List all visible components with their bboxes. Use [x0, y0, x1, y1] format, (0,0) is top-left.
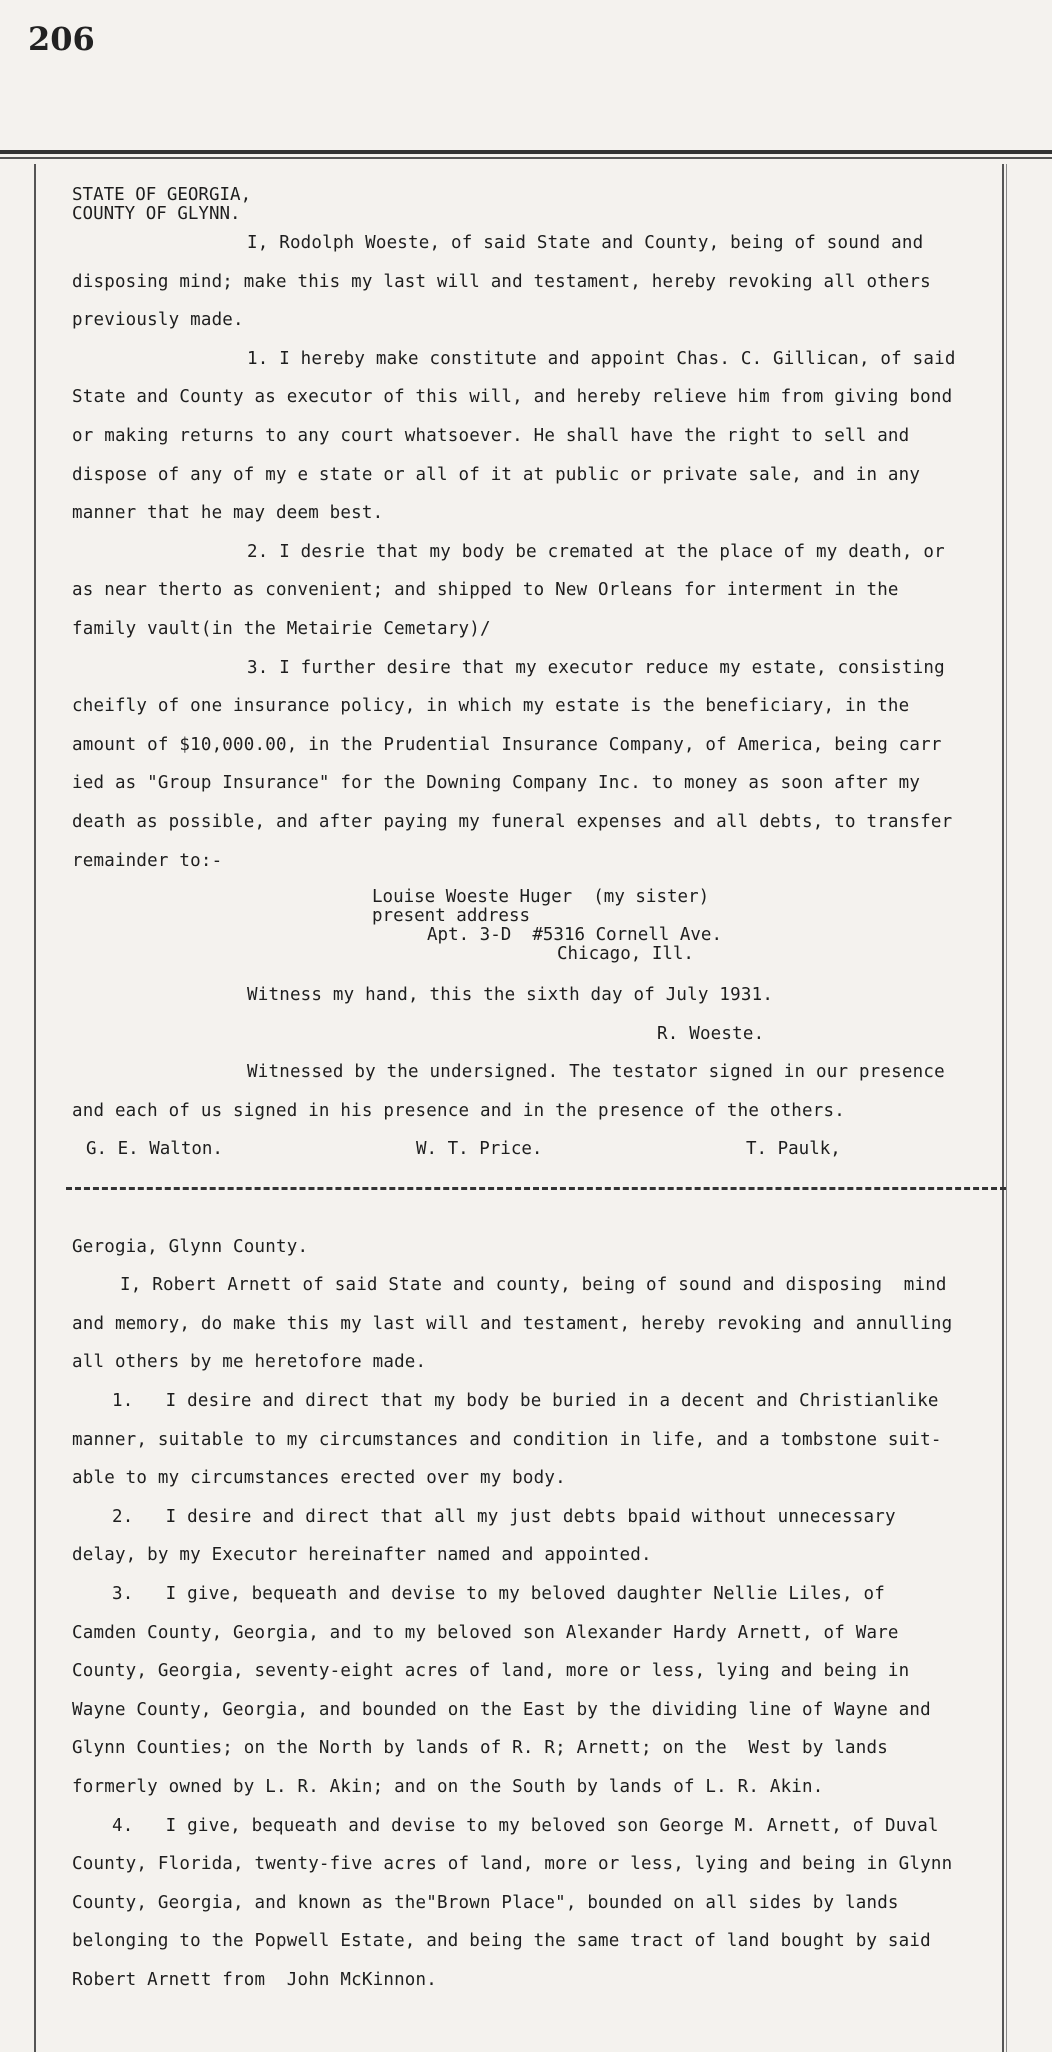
witness-name: T. Paulk,: [746, 1139, 841, 1160]
will2-line: delay, by my Executor hereinafter named and appointed.: [72, 1545, 652, 1566]
witness-name: G. E. Walton.: [86, 1139, 223, 1160]
will1-line: as near therto as convenient; and shipped to New Orleans for interment in the: [72, 580, 899, 601]
will1-witness-line: Witness my hand, this the sixth day of July 1931.: [247, 985, 774, 1006]
will1-line: 2. I desrie that my body be cremated at the place of my death, or: [247, 541, 945, 562]
will1-line: dispose of any of my e state or all of it at public or private sale, and in any: [72, 464, 921, 485]
top-rule: [0, 150, 1052, 159]
will2-line: formerly owned by L. R. Akin; and on the South by lands of L. R. Akin.: [72, 1776, 824, 1797]
will2-line: County, Florida, twenty-five acres of land, more or less, lying and being in Glynn: [72, 1854, 953, 1875]
will2-line: Glynn Counties; on the North by lands of R. R; Arnett; on the West by lands: [72, 1738, 888, 1759]
will2-line: 3. I give, bequeath and devise to my beloved daughter Nellie Liles, of: [112, 1584, 885, 1604]
will1-heading-county: COUNTY OF GLYNN.: [72, 204, 241, 224]
will2-line: County, Georgia, and known as the"Brown Place", bounded on all sides by lands: [72, 1892, 899, 1913]
beneficiary-street: Apt. 3-D #5316 Cornell Ave.: [427, 925, 723, 946]
will1-signature: R. Woeste.: [657, 1023, 765, 1044]
will1-heading-state: STATE OF GEORGIA,: [72, 185, 252, 205]
will2-line: 2. I desire and direct that all my just debts bpaid without unnecessary: [112, 1506, 896, 1527]
will2-line: all others by me heretofore made.: [72, 1352, 427, 1373]
beneficiary-name: Louise Woeste Huger (my sister): [372, 887, 710, 908]
will1-line: amount of $10,000.00, in the Prudential Insurance Company, of America, being carr: [72, 734, 942, 755]
will2-line: Wayne County, Georgia, and bounded on the East by the dividing line of Wayne and: [72, 1699, 931, 1720]
witness-signatures: [72, 1130, 1012, 1169]
will1-line: 3. I further desire that my executor reduce my estate, consisting: [247, 657, 945, 678]
page-number: 206: [28, 20, 95, 58]
beneficiary-address-label: present address: [372, 906, 531, 927]
will1-line: ied as "Group Insurance" for the Downing Company Inc. to money as soon after my: [72, 773, 921, 794]
will2-line: belonging to the Popwell Estate, and being the same tract of land bought by said: [72, 1931, 931, 1952]
will2-line: able to my circumstances erected over my body.: [72, 1468, 566, 1489]
will2-line: I, Robert Arnett of said State and county, being of sound and disposing mind: [120, 1275, 947, 1296]
will2-heading: Gerogia, Glynn County.: [72, 1236, 309, 1257]
will1-line: 1. I hereby make constitute and appoint Chas. C. Gillican, of said: [247, 348, 956, 369]
will1-line: State and County as executor of this will, and hereby relieve him from giving bond: [72, 387, 953, 408]
will2-line: manner, suitable to my circumstances and condition in life, and a tombstone suit-: [72, 1429, 942, 1450]
will2-line: Robert Arnett from John McKinnon.: [72, 1969, 438, 1990]
will1-witnessed-statement: and each of us signed in his presence and in the presence of the others.: [72, 1100, 845, 1121]
witness-name: W. T. Price.: [416, 1139, 543, 1160]
document-body: [72, 186, 1012, 2000]
will1-line: disposing mind; make this my last will and testament, hereby revoking all others: [72, 271, 931, 292]
beneficiary-city: Chicago, Ill.: [557, 944, 694, 965]
will1-witnessed-statement: Witnessed by the undersigned. The testator signed in our presence: [247, 1062, 945, 1083]
will1-line: manner that he may deem best.: [72, 503, 384, 524]
will1-line: cheifly of one insurance policy, in which my estate is the beneficiary, in the: [72, 696, 910, 717]
will1-line: death as possible, and after paying my funeral expenses and all debts, to transfer: [72, 811, 953, 832]
will2-line: Camden County, Georgia, and to my beloved son Alexander Hardy Arnett, of Ware: [72, 1622, 899, 1643]
will2-line: and memory, do make this my last will and testament, hereby revoking and annulling: [72, 1313, 953, 1334]
will1-line: previously made.: [72, 310, 244, 331]
will1-line: or making returns to any court whatsoever. He shall have the right to sell and: [72, 425, 910, 446]
will2-line: County, Georgia, seventy-eight acres of land, more or less, lying and being in: [72, 1661, 910, 1682]
will1-line: remainder to:-: [72, 850, 223, 871]
dashed-separator: [72, 1169, 1012, 1208]
will1-line: I, Rodolph Woeste, of said State and County, being of sound and: [247, 233, 924, 253]
will2-line: 1. I desire and direct that my body be buried in a decent and Christianlike: [112, 1391, 939, 1412]
will2-line: 4. I give, bequeath and devise to my beloved son George M. Arnett, of Duval: [112, 1815, 939, 1836]
will1-line: family vault(in the Metairie Cemetary)/: [72, 618, 491, 639]
spacer: [72, 1208, 1012, 1228]
